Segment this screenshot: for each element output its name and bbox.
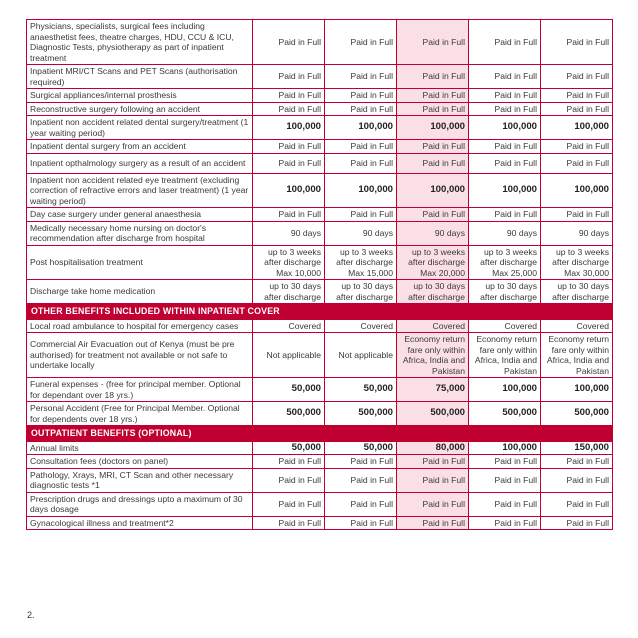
benefit-value: Paid in Full	[253, 20, 325, 65]
benefit-value: 80,000	[397, 441, 469, 455]
benefit-value: 100,000	[253, 116, 325, 140]
benefit-value: Paid in Full	[325, 140, 397, 154]
benefit-value: Paid in Full	[325, 153, 397, 173]
benefit-value: Paid in Full	[469, 492, 541, 516]
benefit-label: Day case surgery under general anaesthesia	[27, 208, 253, 222]
benefit-value: Paid in Full	[469, 20, 541, 65]
table-row	[27, 116, 613, 140]
table-row	[27, 280, 613, 304]
benefit-value: Paid in Full	[253, 140, 325, 154]
benefit-value: Covered	[397, 319, 469, 333]
benefit-value: Paid in Full	[469, 208, 541, 222]
benefit-value: Economy return fare only within Africa, India and Pakistan	[469, 333, 541, 378]
benefit-value: 50,000	[325, 441, 397, 455]
benefit-value: Paid in Full	[541, 89, 613, 103]
table-row	[27, 65, 613, 89]
benefit-value: 90 days	[397, 221, 469, 245]
benefit-value: 100,000	[397, 173, 469, 208]
benefit-label: Inpatient non accident related eye treatment (excluding correction of refractive errors and laser treatment) (1 year waiting period)	[27, 173, 253, 208]
benefit-value: Paid in Full	[541, 468, 613, 492]
benefits-page	[26, 19, 612, 530]
benefit-value: up to 3 weeks after discharge Max 10,000	[253, 245, 325, 280]
benefit-value: 50,000	[253, 441, 325, 455]
benefit-value: 100,000	[397, 116, 469, 140]
benefit-value: Paid in Full	[325, 102, 397, 116]
benefit-value: Paid in Full	[397, 208, 469, 222]
benefit-label: Prescription drugs and dressings upto a maximum of 30 days dosage	[27, 492, 253, 516]
benefit-label: Annual limits	[27, 441, 253, 455]
benefit-label: Inpatient non accident related dental surgery/treatment (1 year waiting period)	[27, 116, 253, 140]
benefit-value: 50,000	[253, 378, 325, 402]
benefit-value: Paid in Full	[253, 455, 325, 469]
benefit-value: 75,000	[397, 378, 469, 402]
benefit-label: Local road ambulance to hospital for emergency cases	[27, 319, 253, 333]
benefit-value: Paid in Full	[469, 65, 541, 89]
benefit-value: Covered	[253, 319, 325, 333]
benefit-label: Surgical appliances/internal prosthesis	[27, 89, 253, 103]
table-row	[27, 173, 613, 208]
benefit-value: Paid in Full	[541, 102, 613, 116]
benefit-label: Consultation fees (doctors on panel)	[27, 455, 253, 469]
benefit-value: Paid in Full	[253, 208, 325, 222]
benefit-value: Paid in Full	[253, 516, 325, 530]
table-row	[27, 102, 613, 116]
benefit-value: Paid in Full	[397, 516, 469, 530]
benefit-value: Paid in Full	[469, 89, 541, 103]
benefit-value: Not applicable	[253, 333, 325, 378]
benefit-value: Paid in Full	[541, 208, 613, 222]
benefit-value: Paid in Full	[325, 492, 397, 516]
benefit-value: Covered	[541, 319, 613, 333]
table-row	[27, 319, 613, 333]
benefit-label: Gynacological illness and treatment*2	[27, 516, 253, 530]
benefit-label: Reconstructive surgery following an accident	[27, 102, 253, 116]
benefit-value: up to 30 days after discharge	[253, 280, 325, 304]
benefit-value: 100,000	[469, 116, 541, 140]
benefit-value: 500,000	[541, 402, 613, 426]
table-row	[27, 492, 613, 516]
benefit-value: Economy return fare only within Africa, India and Pakistan	[541, 333, 613, 378]
benefit-value: 50,000	[325, 378, 397, 402]
table-row	[27, 378, 613, 402]
benefit-value: Paid in Full	[253, 492, 325, 516]
benefit-label: Funeral expenses - (free for principal member. Optional for dependant over 18 yrs.)	[27, 378, 253, 402]
benefit-value: up to 3 weeks after discharge Max 15,000	[325, 245, 397, 280]
table-row	[27, 140, 613, 154]
benefit-value: Paid in Full	[541, 492, 613, 516]
benefit-value: Paid in Full	[541, 65, 613, 89]
benefit-value: up to 30 days after discharge	[541, 280, 613, 304]
benefit-value: Paid in Full	[397, 455, 469, 469]
benefit-value: up to 3 weeks after discharge Max 30,000	[541, 245, 613, 280]
benefits-table	[26, 19, 613, 530]
benefit-value: 100,000	[541, 378, 613, 402]
benefit-value: 90 days	[541, 221, 613, 245]
benefit-value: up to 3 weeks after discharge Max 20,000	[397, 245, 469, 280]
benefit-value: 500,000	[397, 402, 469, 426]
benefit-value: Paid in Full	[541, 153, 613, 173]
benefits-table-body	[27, 20, 613, 530]
benefit-value: up to 30 days after discharge	[397, 280, 469, 304]
benefit-value: Paid in Full	[253, 89, 325, 103]
table-row	[27, 153, 613, 173]
benefit-value: Covered	[325, 319, 397, 333]
benefit-value: Paid in Full	[397, 153, 469, 173]
benefit-value: Paid in Full	[325, 89, 397, 103]
table-row	[27, 333, 613, 378]
benefit-value: Paid in Full	[541, 516, 613, 530]
benefit-label: Physicians, specialists, surgical fees including anaesthetist fees, theatre charges, HDU, CCU & ICU, Diagnostic Tests, physiotherapy as part of inpatient treatment	[27, 20, 253, 65]
benefit-value: Paid in Full	[253, 102, 325, 116]
benefit-value: 150,000	[541, 441, 613, 455]
benefit-value: Paid in Full	[325, 65, 397, 89]
benefit-value: 100,000	[541, 173, 613, 208]
benefit-value: up to 30 days after discharge	[325, 280, 397, 304]
benefit-value: Paid in Full	[469, 153, 541, 173]
benefit-value: Paid in Full	[469, 102, 541, 116]
benefit-value: Paid in Full	[325, 208, 397, 222]
benefit-value: Paid in Full	[325, 468, 397, 492]
benefit-label: Inpatient opthalmology surgery as a result of an accident	[27, 153, 253, 173]
benefit-value: Paid in Full	[325, 20, 397, 65]
benefit-label: Inpatient dental surgery from an accident	[27, 140, 253, 154]
benefit-value: Paid in Full	[253, 153, 325, 173]
benefit-value: Paid in Full	[541, 140, 613, 154]
benefit-value: Paid in Full	[541, 20, 613, 65]
benefit-value: Paid in Full	[397, 65, 469, 89]
benefit-value: Paid in Full	[253, 468, 325, 492]
table-row	[27, 441, 613, 455]
section-header-label: OUTPATIENT BENEFITS (OPTIONAL)	[27, 426, 613, 442]
table-row	[27, 20, 613, 65]
benefit-value: up to 3 weeks after discharge Max 25,000	[469, 245, 541, 280]
benefit-value: 100,000	[469, 441, 541, 455]
table-row	[27, 89, 613, 103]
benefit-label: Discharge take home medication	[27, 280, 253, 304]
benefit-label: Medically necessary home nursing on doctor's recommendation after discharge from hospital	[27, 221, 253, 245]
table-row	[27, 208, 613, 222]
table-row	[27, 221, 613, 245]
benefit-value: Paid in Full	[469, 140, 541, 154]
benefit-value: Paid in Full	[541, 455, 613, 469]
table-row	[27, 516, 613, 530]
benefit-value: 100,000	[469, 173, 541, 208]
page-number: 2.	[27, 610, 35, 620]
table-row	[27, 402, 613, 426]
benefit-value: 90 days	[469, 221, 541, 245]
benefit-value: 500,000	[469, 402, 541, 426]
benefit-value: 100,000	[253, 173, 325, 208]
benefit-value: 90 days	[325, 221, 397, 245]
benefit-value: Paid in Full	[397, 89, 469, 103]
benefit-value: Paid in Full	[325, 455, 397, 469]
section-header	[27, 426, 613, 442]
benefit-label: Inpatient MRI/CT Scans and PET Scans (authorisation required)	[27, 65, 253, 89]
benefit-value: Paid in Full	[397, 140, 469, 154]
benefit-value: Paid in Full	[469, 468, 541, 492]
benefit-value: Paid in Full	[325, 516, 397, 530]
benefit-value: Paid in Full	[469, 455, 541, 469]
benefit-value: Paid in Full	[397, 468, 469, 492]
benefit-label: Commercial Air Evacuation out of Kenya (must be pre authorised) for treatment not available or not safe to undertake locally	[27, 333, 253, 378]
benefit-label: Personal Accident (Free for Principal Member. Optional for dependents over 18 yrs.)	[27, 402, 253, 426]
table-row	[27, 245, 613, 280]
section-header-label: OTHER BENEFITS INCLUDED WITHIN INPATIENT COVER	[27, 304, 613, 320]
table-row	[27, 468, 613, 492]
benefit-value: 500,000	[325, 402, 397, 426]
benefit-value: Paid in Full	[469, 516, 541, 530]
benefit-value: 100,000	[541, 116, 613, 140]
benefit-value: Paid in Full	[397, 492, 469, 516]
benefit-value: 100,000	[325, 173, 397, 208]
benefit-label: Post hospitalisation treatment	[27, 245, 253, 280]
benefit-label: Pathology, Xrays, MRI, CT Scan and other necessary diagnostic tests *1	[27, 468, 253, 492]
benefit-value: Paid in Full	[253, 65, 325, 89]
section-header	[27, 304, 613, 320]
table-row	[27, 455, 613, 469]
benefit-value: 500,000	[253, 402, 325, 426]
benefit-value: Covered	[469, 319, 541, 333]
benefit-value: Not applicable	[325, 333, 397, 378]
benefit-value: up to 30 days after discharge	[469, 280, 541, 304]
benefit-value: Paid in Full	[397, 102, 469, 116]
benefit-value: 100,000	[469, 378, 541, 402]
benefit-value: Paid in Full	[397, 20, 469, 65]
benefit-value: 90 days	[253, 221, 325, 245]
benefit-value: Economy return fare only within Africa, India and Pakistan	[397, 333, 469, 378]
benefit-value: 100,000	[325, 116, 397, 140]
